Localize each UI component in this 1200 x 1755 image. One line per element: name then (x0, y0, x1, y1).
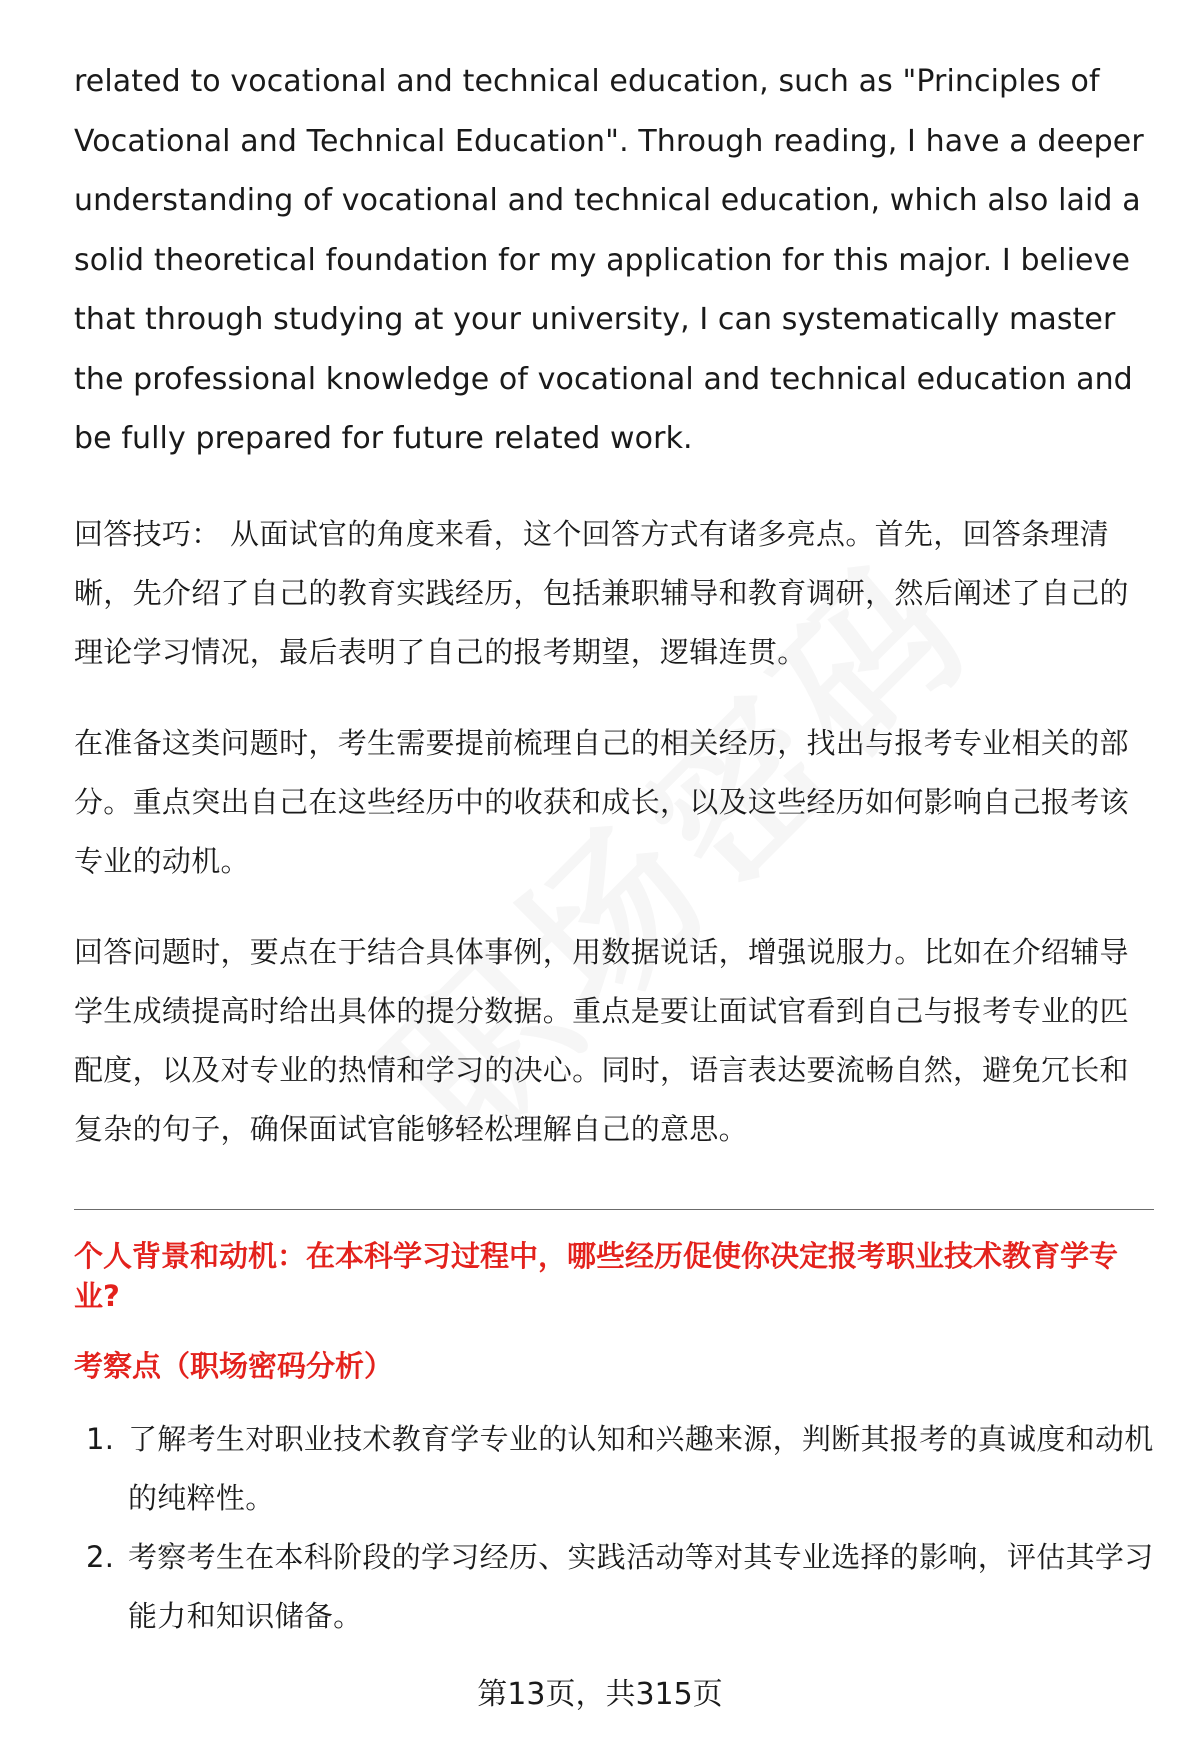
list-item (74, 1410, 1154, 1528)
answer-paragraph-english: related to vocational and technical education, such as "Principles of Vocational and Technical Education". Through reading, I have a deeper understanding of vocational and technical education, which also laid a solid theoretical foundation for my application for this major. I believe that through studying at your university, I can systematically master the professional knowledge of vocational and technical education and be fully prepared for future related work. (74, 64, 1144, 456)
preparation-paragraph: 在准备这类问题时，考生需要提前梳理自己的相关经历，找出与报考专业相关的部分。重点突出自己在这些经历中的收获和成长，以及这些经历如何影响自己报考该专业的动机。 (74, 725, 1129, 878)
list-item-text: 考察考生在本科阶段的学习经历、实践活动等对其专业选择的影响，评估其学习能力和知识储备。 (128, 1539, 1154, 1633)
interview-question: 个人背景和动机：在本科学习过程中，哪些经历促使你决定报考职业技术教育学专业? (74, 1238, 1119, 1313)
document-page (74, 52, 1154, 1646)
page-number-footer: 第13页，共315页 (477, 1677, 723, 1712)
list-item (74, 1528, 1154, 1646)
answer-tips-paragraph: 回答技巧： 从面试官的角度来看，这个回答方式有诸多亮点。首先，回答条理清晰，先介绍了自己的教育实践经历，包括兼职辅导和教育调研，然后阐述了自己的理论学习情况，最后表明了自己的报考期望，逻辑连贯。 (74, 516, 1129, 669)
assessment-points-title: 考察点（职场密码分析） (74, 1348, 394, 1383)
assessment-points-list (74, 1410, 1154, 1646)
list-number: 1. (86, 1421, 115, 1456)
list-number: 2. (86, 1539, 115, 1574)
answering-advice-paragraph: 回答问题时，要点在于结合具体事例，用数据说话，增强说服力。比如在介绍辅导学生成绩提高时给出具体的提分数据。重点是要让面试官看到自己与报考专业的匹配度，以及对专业的热情和学习的决心。同时，语言表达要流畅自然，避免冗长和复杂的句子，确保面试官能够轻松理解自己的意思。 (74, 934, 1129, 1146)
section-divider (74, 1209, 1154, 1210)
list-item-text: 了解考生对职业技术教育学专业的认知和兴趣来源，判断其报考的真诚度和动机的纯粹性。 (128, 1421, 1154, 1515)
